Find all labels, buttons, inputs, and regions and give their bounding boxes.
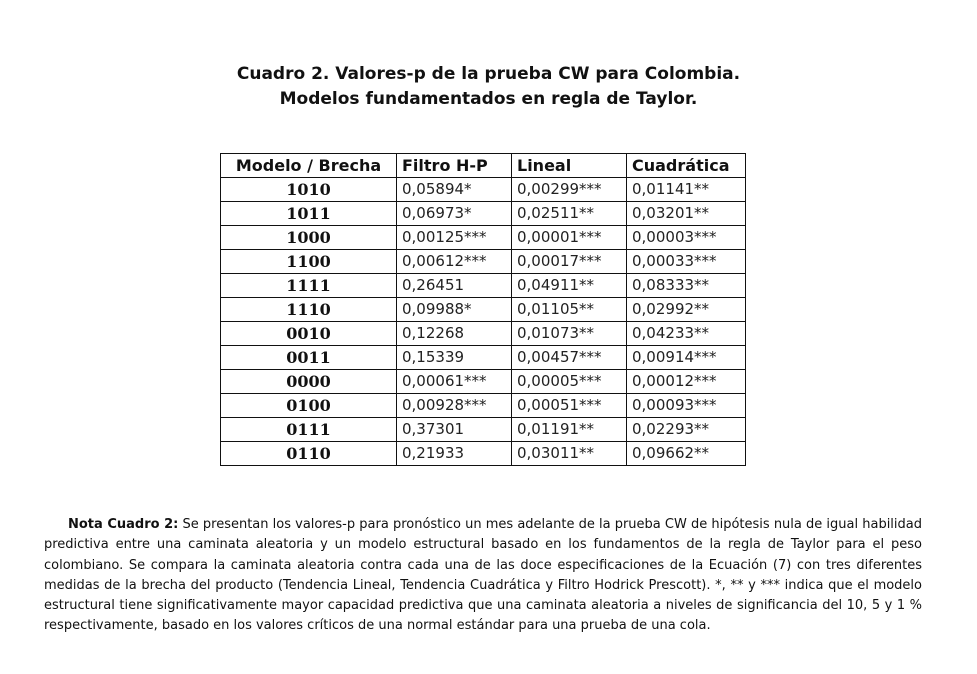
table-header-row	[221, 154, 746, 178]
lineal-cell: 0,00457***	[512, 346, 627, 370]
note-lead: Nota Cuadro 2:	[68, 517, 179, 532]
model-cell: 0110	[221, 442, 397, 466]
lineal-cell: 0,01191**	[512, 418, 627, 442]
model-cell: 1100	[221, 250, 397, 274]
table-row	[221, 322, 746, 346]
cuadratica-cell: 0,00093***	[627, 394, 746, 418]
cuadratica-cell: 0,01141**	[627, 178, 746, 202]
caption-line-2: Modelos fundamentados en regla de Taylor.	[279, 89, 698, 109]
cuadratica-cell: 0,08333**	[627, 274, 746, 298]
lineal-cell: 0,00005***	[512, 370, 627, 394]
filtro-hp-cell: 0,12268	[397, 322, 512, 346]
cuadratica-cell: 0,00914***	[627, 346, 746, 370]
lineal-cell: 0,00017***	[512, 250, 627, 274]
filtro-hp-cell: 0,00612***	[397, 250, 512, 274]
filtro-hp-cell: 0,37301	[397, 418, 512, 442]
table-row	[221, 298, 746, 322]
filtro-hp-cell: 0,26451	[397, 274, 512, 298]
model-cell: 1111	[221, 274, 397, 298]
lineal-cell: 0,04911**	[512, 274, 627, 298]
table-row	[221, 178, 746, 202]
model-cell: 0111	[221, 418, 397, 442]
cuadratica-cell: 0,02992**	[627, 298, 746, 322]
lineal-cell: 0,00001***	[512, 226, 627, 250]
filtro-hp-cell: 0,00928***	[397, 394, 512, 418]
caption-line-1: Cuadro 2. Valores-p de la prueba CW para Colombia.	[236, 64, 741, 84]
table-row	[221, 394, 746, 418]
table-row	[221, 226, 746, 250]
lineal-cell: 0,03011**	[512, 442, 627, 466]
model-cell: 0010	[221, 322, 397, 346]
model-cell: 1000	[221, 226, 397, 250]
model-cell: 0011	[221, 346, 397, 370]
model-cell: 0000	[221, 370, 397, 394]
cuadratica-cell: 0,09662**	[627, 442, 746, 466]
cuadratica-cell: 0,00003***	[627, 226, 746, 250]
filtro-hp-cell: 0,05894*	[397, 178, 512, 202]
table-row	[221, 346, 746, 370]
header-modelo-brecha: Modelo / Brecha	[221, 154, 397, 178]
filtro-hp-cell: 0,15339	[397, 346, 512, 370]
cuadratica-cell: 0,02293**	[627, 418, 746, 442]
cuadratica-cell: 0,04233**	[627, 322, 746, 346]
cuadratica-cell: 0,00033***	[627, 250, 746, 274]
header-cuadratica: Cuadrática	[627, 154, 746, 178]
filtro-hp-cell: 0,06973*	[397, 202, 512, 226]
table-row	[221, 250, 746, 274]
table-caption	[0, 62, 977, 112]
table-row	[221, 202, 746, 226]
model-cell: 1110	[221, 298, 397, 322]
table-row	[221, 418, 746, 442]
table-row	[221, 370, 746, 394]
lineal-cell: 0,00299***	[512, 178, 627, 202]
cuadratica-cell: 0,00012***	[627, 370, 746, 394]
filtro-hp-cell: 0,21933	[397, 442, 512, 466]
model-cell: 1011	[221, 202, 397, 226]
filtro-hp-cell: 0,00061***	[397, 370, 512, 394]
table-note	[44, 515, 922, 637]
lineal-cell: 0,00051***	[512, 394, 627, 418]
header-filtro-hp: Filtro H-P	[397, 154, 512, 178]
model-cell: 1010	[221, 178, 397, 202]
table-row	[221, 274, 746, 298]
lineal-cell: 0,01073**	[512, 322, 627, 346]
header-lineal: Lineal	[512, 154, 627, 178]
filtro-hp-cell: 0,09988*	[397, 298, 512, 322]
filtro-hp-cell: 0,00125***	[397, 226, 512, 250]
table-body	[221, 178, 746, 466]
model-cell: 0100	[221, 394, 397, 418]
cuadratica-cell: 0,03201**	[627, 202, 746, 226]
table-row	[221, 442, 746, 466]
pvalues-table	[220, 153, 746, 466]
note-text: Se presentan los valores-p para pronóstico un mes adelante de la prueba CW de hipótesis nula de igual habilidad predictiva entre una caminata aleatoria y un modelo estructural basado en los fundamentos de la regla de Taylor para el peso colombiano. Se compara la caminata aleatoria contra cada una de las doce especificaciones de la Ecuación (7) con tres diferentes medidas de la brecha del producto (Tendencia Lineal, Tendencia Cuadrática y Filtro Hodrick Prescott). *, ** y *** indica que el modelo estructural tiene significativamente mayor capacidad predictiva que una caminata aleatoria a niveles de significancia del 10, 5 y 1 % respectivamente, basado en los valores críticos de una normal estándar para una prueba de una cola.	[44, 517, 922, 634]
lineal-cell: 0,01105**	[512, 298, 627, 322]
lineal-cell: 0,02511**	[512, 202, 627, 226]
